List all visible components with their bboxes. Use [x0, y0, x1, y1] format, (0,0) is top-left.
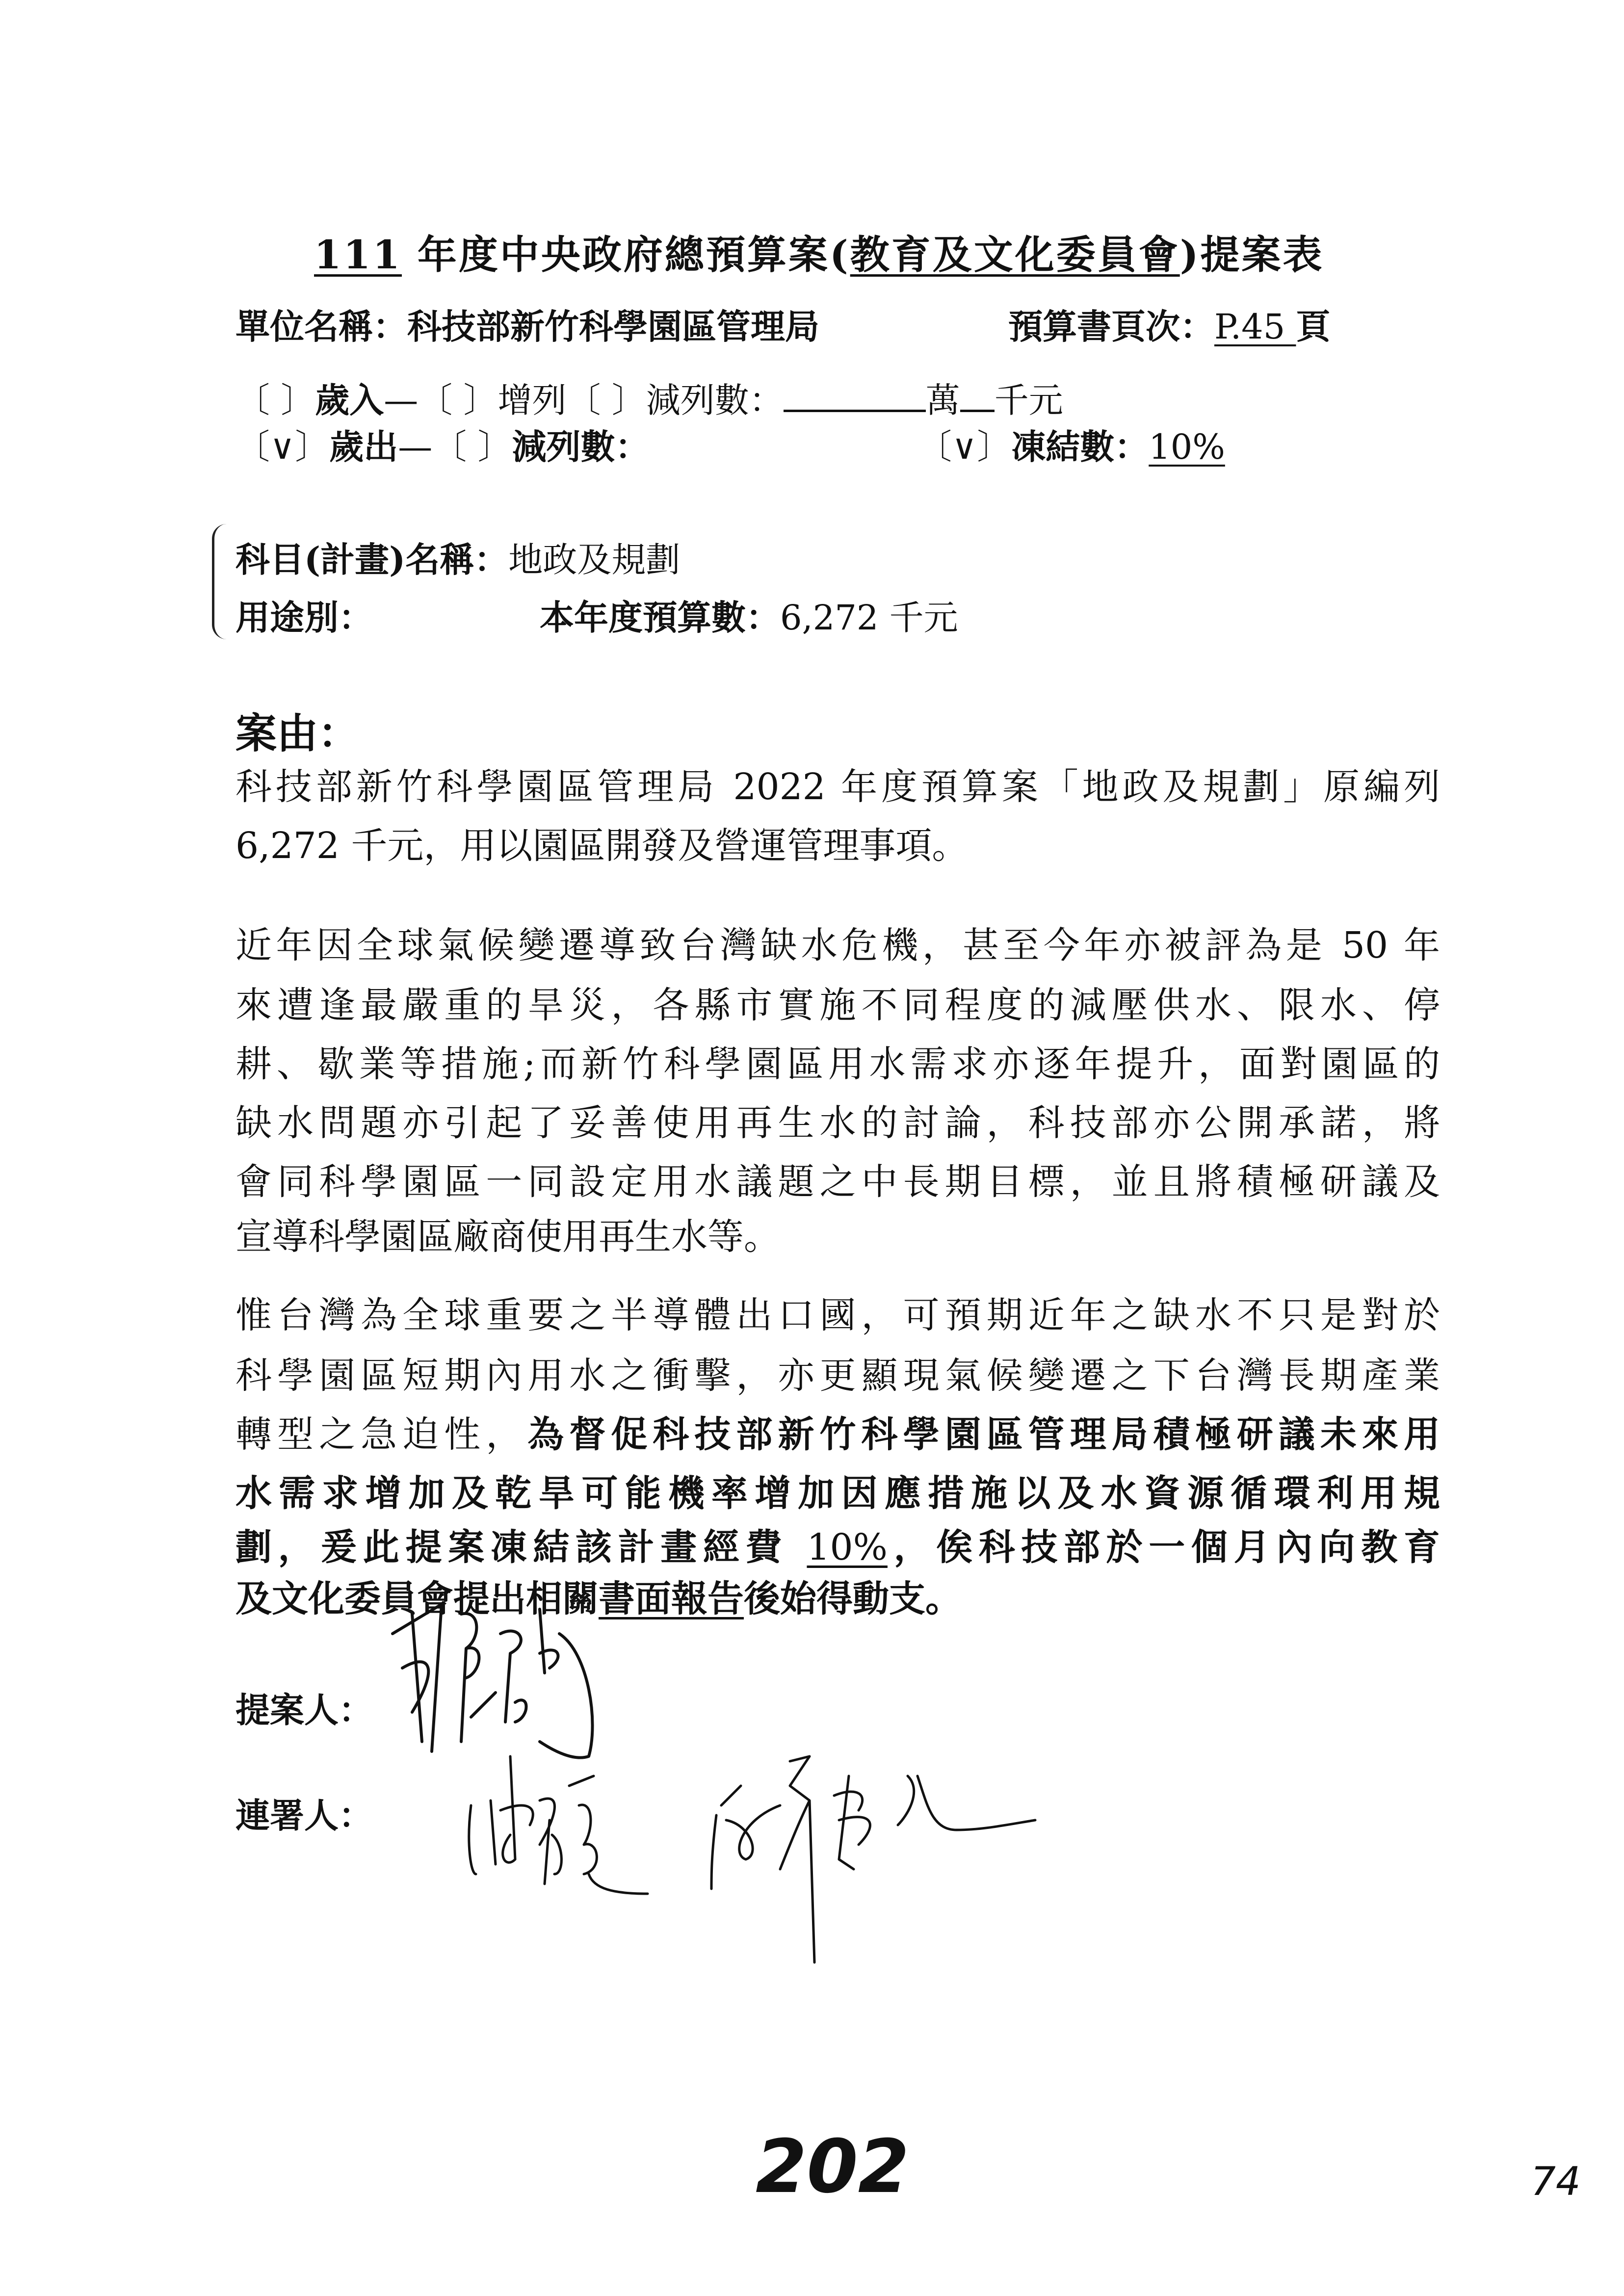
freeze-percent: 10%: [807, 1526, 888, 1568]
para3-line: 科學園區短期內用水之衝擊，亦更顯現氣候變遷之下台灣長期產業: [236, 1355, 1440, 1397]
subject-bracket: [212, 524, 229, 639]
para3-line: 水需求增加及乾旱可能機率增加因應措施以及水資源循環利用規: [236, 1472, 1440, 1514]
subject-value: 地政及規劃: [508, 540, 681, 580]
increase-checkbox: 〔 〕: [418, 380, 498, 420]
reason-heading: 案由：: [236, 709, 360, 757]
cosigner-label: 連署人：: [236, 1795, 373, 1836]
freeze-label: 凍結數：: [1011, 426, 1149, 467]
para1-line: 科技部新竹科學園區管理局 2022 年度預算案「地政及規劃」原編列: [236, 766, 1440, 808]
qian-unit: 千元: [994, 380, 1063, 420]
para3-bold-text: ，俟科技部於一個月內向教育: [887, 1526, 1441, 1568]
para3-text: 轉型之急迫性，: [236, 1413, 528, 1456]
expense-decrease-checkbox: 〔 〕: [432, 427, 512, 467]
decrease-label: 減列數：: [646, 380, 784, 420]
decrease-checkbox: 〔 〕: [566, 380, 646, 420]
para3-line: [236, 1518, 1440, 1570]
para2-line: 近年因全球氣候變遷導致台灣缺水危機，甚至今年亦被評為是 50 年: [236, 924, 1440, 966]
budget-label: 本年度預算數：: [540, 597, 780, 638]
expense-decrease-label: 減列數：: [512, 426, 650, 467]
usage-label: 用途別：: [236, 597, 373, 638]
expense-row: [236, 419, 650, 469]
revenue-checkbox: 〔 〕: [236, 380, 315, 420]
freeze-checkbox: 〔∨〕: [917, 427, 1012, 467]
handwritten-number: 202: [756, 2124, 910, 2210]
title-committee: 教育及文化委員會: [850, 232, 1180, 278]
wan-unit: 萬: [925, 380, 960, 420]
freeze-value: 10%: [1149, 427, 1225, 467]
para3-bold-text: 及文化委員會提出相關: [236, 1578, 599, 1620]
freeze-row: [917, 419, 1225, 469]
para1-line: 6,272 千元，用以園區開發及營運管理事項。: [236, 825, 969, 867]
expense-label: 歲出: [329, 426, 398, 467]
unit-row: [236, 299, 819, 349]
proposer-label: 提案人：: [236, 1690, 373, 1730]
usage-row: [236, 590, 373, 640]
subject-row: [236, 532, 680, 582]
para3-bold-text: 為督促科技部新竹科學園區管理局積極研議未來用: [527, 1413, 1440, 1456]
para2-line: 會同科學園區一同設定用水議題之中長期目標，並且將積極研議及: [236, 1161, 1440, 1203]
title-year: 111: [314, 232, 402, 278]
title-text: 年度中央政府總預算案(: [402, 232, 850, 278]
revenue-row: [236, 373, 1063, 422]
revenue-label: 歲入: [315, 380, 384, 420]
para3-bold-text: 後始得動支。: [744, 1578, 962, 1620]
para2-line: 耕、歇業等措施;而新竹科學園區用水需求亦逐年提升，面對園區的: [236, 1043, 1440, 1085]
increase-label: 增列: [498, 380, 567, 420]
para2-line: 缺水問題亦引起了妥善使用再生水的討論，科技部亦公開承諾，將: [236, 1102, 1440, 1144]
title-suffix: )提案表: [1179, 232, 1324, 278]
budget-row: [540, 590, 958, 640]
document-title: [314, 223, 1324, 280]
para3-line: 惟台灣為全球重要之半導體出口國，可預期近年之缺水不只是對於: [236, 1294, 1440, 1336]
budget-value: 6,272 千元: [780, 598, 958, 638]
wan-blank: [784, 380, 926, 412]
para2-line: 來遭逢最嚴重的旱災，各縣市實施不同程度的減壓供水、限水、停: [236, 984, 1440, 1026]
expense-dash: —: [398, 427, 433, 467]
budget-page-row: [1008, 299, 1331, 349]
unit-label: 單位名稱：: [236, 306, 407, 347]
written-report: 書面報告: [599, 1578, 744, 1620]
para3-bold-text: 劃，爰此提案凍結該計畫經費: [236, 1526, 807, 1568]
page-number: 74: [1531, 2159, 1581, 2204]
para2-line: 宣導科學園區廠商使用再生水等。: [236, 1216, 780, 1258]
budget-page-value: P.45: [1214, 307, 1296, 347]
para3-line: [236, 1406, 1440, 1458]
cosigner-signatures: [466, 1747, 1202, 1967]
unit-value: 科技部新竹科學園區管理局: [407, 306, 819, 347]
budget-page-label: 預算書頁次：: [1008, 306, 1214, 347]
subject-label: 科目(計畫)名稱：: [236, 539, 509, 580]
budget-page-suffix: 頁: [1296, 306, 1331, 347]
qian-blank: [960, 380, 995, 412]
revenue-dash: —: [384, 380, 419, 420]
expense-checkbox: 〔∨〕: [236, 427, 330, 467]
